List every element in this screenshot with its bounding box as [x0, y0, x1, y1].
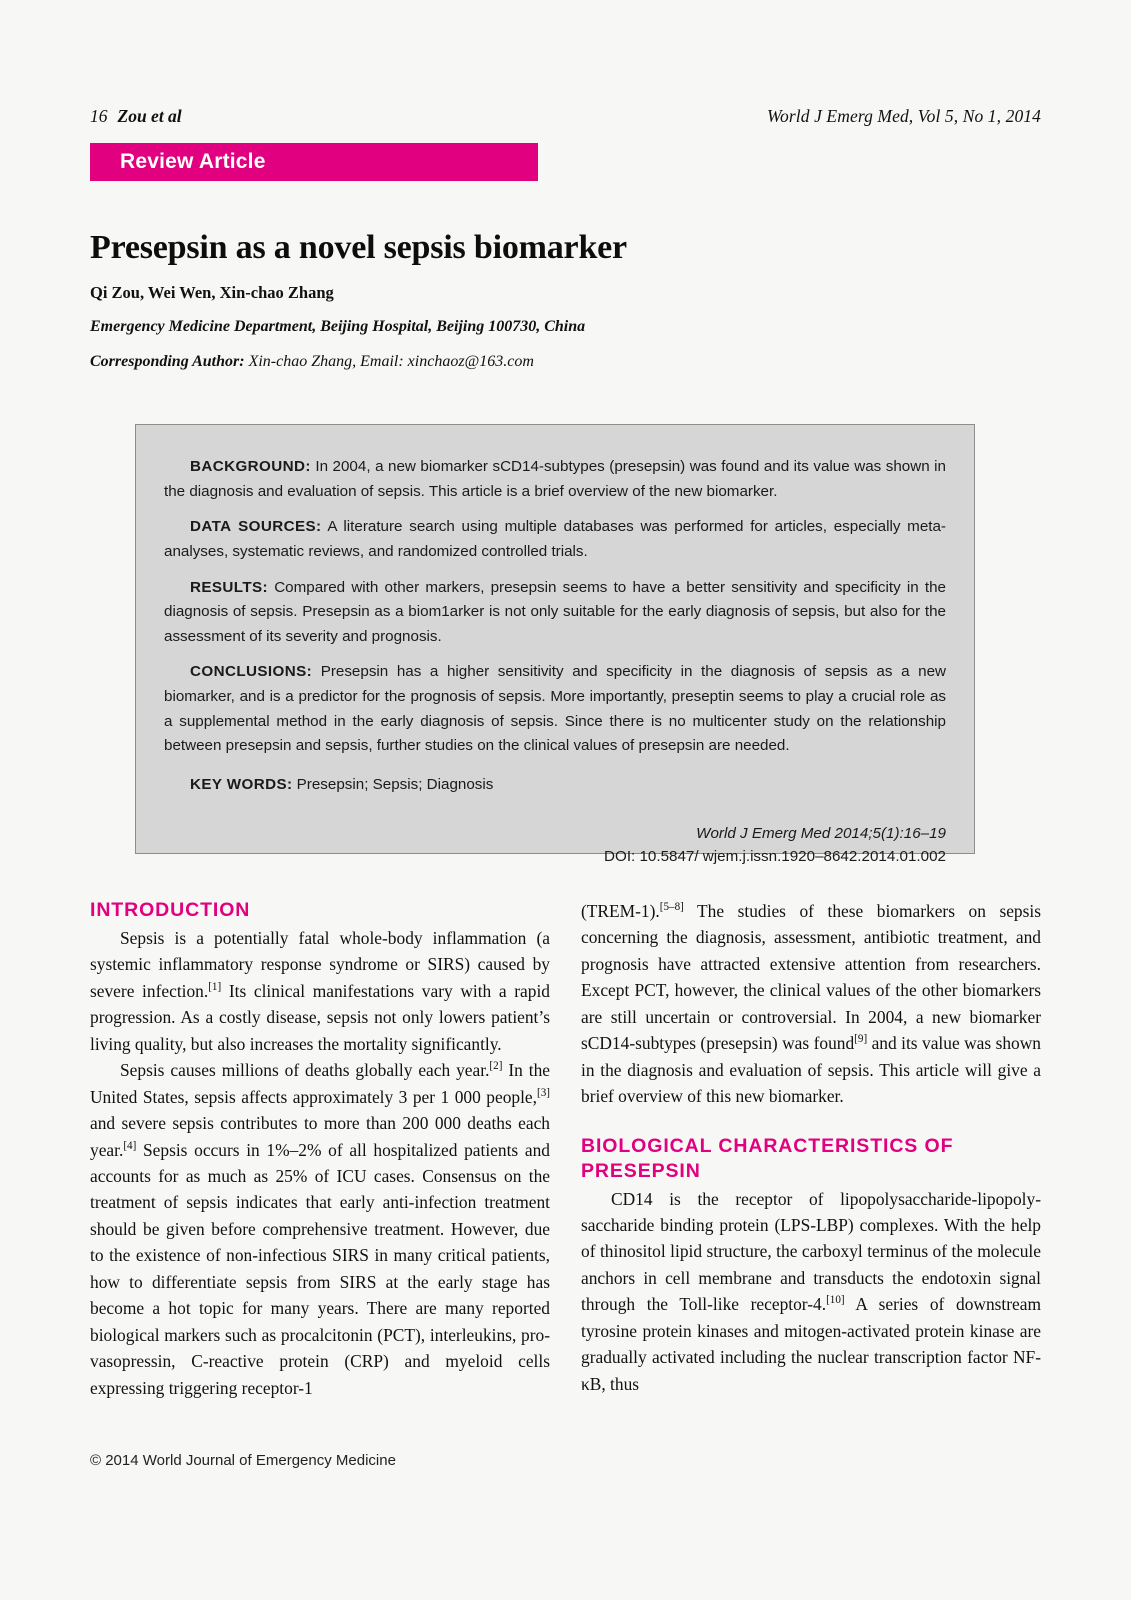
corresponding-author: [90, 353, 1041, 371]
page-footer: © 2014 World Journal of Emergency Medicine: [90, 1452, 396, 1469]
reference-marker-1: [1]: [208, 981, 222, 994]
intro-p1-part-a: Sepsis is a potentially fatal whole-body inflammation (a systemic inflammatory response syndrome or SIRS) caused by severe infection.: [90, 927, 550, 1001]
abstract-text-background: In 2004, a new biomarker sCD14-subtypes (presepsin) was found and its value was shown in the diagnosis and evaluation of sepsis. This article is a brief overview of the new biomarker.: [164, 458, 946, 500]
author-list: Qi Zou, Wei Wen, Xin-chao Zhang: [90, 283, 334, 302]
abstract-section-conclusions: [164, 660, 946, 759]
section-heading-introduction: INTRODUCTION: [90, 899, 251, 921]
body-columns: [90, 898, 1041, 1403]
affiliation: Emergency Medicine Department, Beijing Hospital, Beijing 100730, China: [90, 318, 586, 335]
abstract-box: [135, 424, 975, 866]
corresponding-author-label: Corresponding Author:: [90, 353, 245, 370]
journal-citation: World J Emerg Med 2014;5(1):16–19: [696, 824, 946, 842]
left-column: [90, 898, 550, 1403]
abstract-label-results: RESULTS:: [190, 578, 269, 596]
intro-paragraph-2: [90, 1057, 550, 1401]
right-p1-part-a: (TREM-1).: [581, 901, 660, 921]
reference-marker-3: [3]: [537, 1086, 550, 1099]
abstract-section-results: [164, 576, 946, 650]
intro-p2-part-c: and severe sepsis contributes to more than 200 000 deaths each year.: [90, 1113, 550, 1160]
right-paragraph-1: [581, 898, 1041, 1110]
reference-marker-4: [4]: [123, 1139, 137, 1152]
right-p1-part-b: The studies of these biomarkers on sepsis concerning the diagnosis, assessment, antibiotic treatment, and prognosis have attracted extensive attention from researchers. Except PCT, however, the clinical values of the other biomarkers are still uncertain or controversial. In 2004, a new biomarker sCD14-subtypes (presepsin) was found: [581, 901, 1041, 1054]
keywords-label: KEY WORDS:: [190, 775, 293, 793]
corresponding-author-detail: Xin-chao Zhang, Email: xinchaoz@163.com: [244, 353, 534, 370]
abstract-label-background: BACKGROUND:: [190, 458, 311, 475]
running-head: [90, 106, 1041, 130]
abstract-section-background: [164, 455, 946, 504]
abstract-keywords: [164, 773, 946, 798]
reference-marker-9: [9]: [854, 1033, 868, 1046]
keywords-text: Presepsin; Sepsis; Diagnosis: [292, 775, 494, 793]
right-p2-part-a: CD14 is the receptor of lipopolysaccharide-lipopoly-saccharide binding protein (LPS-LBP) complexes. With the help of thinositol lipid structure, the carboxyl terminus of the molecule anchors in cell membrane and transducts the endotoxin signal through the Toll-like receptor-4.: [581, 1188, 1041, 1315]
doi-line: DOI: 10.5847/ wjem.j.issn.1920–8642.2014.01.002: [604, 848, 946, 866]
intro-p2-part-a: Sepsis causes millions of deaths globally each year.: [120, 1060, 490, 1081]
intro-p1-part-b: Its clinical manifestations vary with a rapid progression. As a costly disease, sepsis not only lowers patient’s living quality, but also increases the mortality significantly.: [90, 980, 550, 1054]
right-column: [581, 898, 1041, 1403]
reference-marker-5-8: [5–8]: [659, 901, 684, 914]
abstract-label-data-sources: DATA SOURCES:: [190, 518, 322, 536]
running-head-journal: World J Emerg Med, Vol 5, No 1, 2014: [766, 106, 1041, 126]
abstract-label-conclusions: CONCLUSIONS:: [190, 663, 313, 681]
article-type-label: Review Article: [120, 150, 266, 173]
intro-p2-part-d: Sepsis occurs in 1%–2% of all hospitalized patients and accounts for as much as 25% of ICU cases. Consensus on the treatment of sepsis indicates that early anti-infection treatment should be given before comprehensive treatment. However, due to the existence of non-infectious SIRS in many critical patients, how to differentiate sepsis from SIRS at the early stage has become a hot topic for many years. There are many reported biological markers such as procalcitonin (PCT), interleukins, pro-vasopressin, C-reactive protein (CRP) and myeloid cells expressing triggering receptor-1: [90, 1139, 550, 1398]
running-head-authors: Zou et al: [117, 106, 182, 126]
right-p1-part-c: and its value was shown in the diagnosis and evaluation of sepsis. This article will give a brief overview of this new biomarker.: [581, 1033, 1041, 1107]
right-p2-part-b: A series of downstream tyrosine protein kinases and mitogen-activated protein kinase are gradually activated including the nuclear transcription factor NF-κB, thus: [581, 1294, 1041, 1394]
reference-marker-10: [10]: [826, 1294, 845, 1307]
abstract-text-results: Compared with other markers, presepsin seems to have a better sensitivity and specificity in the diagnosis of sepsis. Presepsin as a biom1arker is not only suitable for the early diagnosis of sepsis, but also for the assessment of its severity and prognosis.: [164, 578, 946, 645]
article-title: Presepsin as a novel sepsis biomarker: [90, 228, 627, 266]
abstract-text-data-sources: A literature search using multiple databases was performed for articles, especially meta-analyses, systematic reviews, and randomized controlled trials.: [164, 518, 946, 560]
page-number: 16: [90, 106, 108, 126]
intro-paragraph-1: [90, 925, 550, 1057]
abstract-section-data-sources: [164, 515, 946, 564]
right-paragraph-2: [581, 1186, 1041, 1398]
running-head-left: [90, 106, 182, 127]
article-type-banner: [90, 143, 538, 181]
abstract-text-conclusions: Presepsin has a higher sensitivity and specificity in the diagnosis of sepsis as a new biomarker, and is a predictor for the prognosis of sepsis. More importantly, preseptin seems to play a crucial role as a supplemental method in the early diagnosis of sepsis. Since there is no multicenter study on the relationship between presepsin and sepsis, further studies on the clinical values of presepsin are needed.: [164, 663, 946, 755]
reference-marker-2: [2]: [489, 1060, 503, 1073]
section-heading-biological-characteristics: BIOLOGICAL CHARACTERISTICS OF PRESEPSIN: [581, 1134, 954, 1182]
intro-p2-part-b: In the United States, sepsis affects approximately 3 per 1 000 people,: [90, 1060, 550, 1107]
